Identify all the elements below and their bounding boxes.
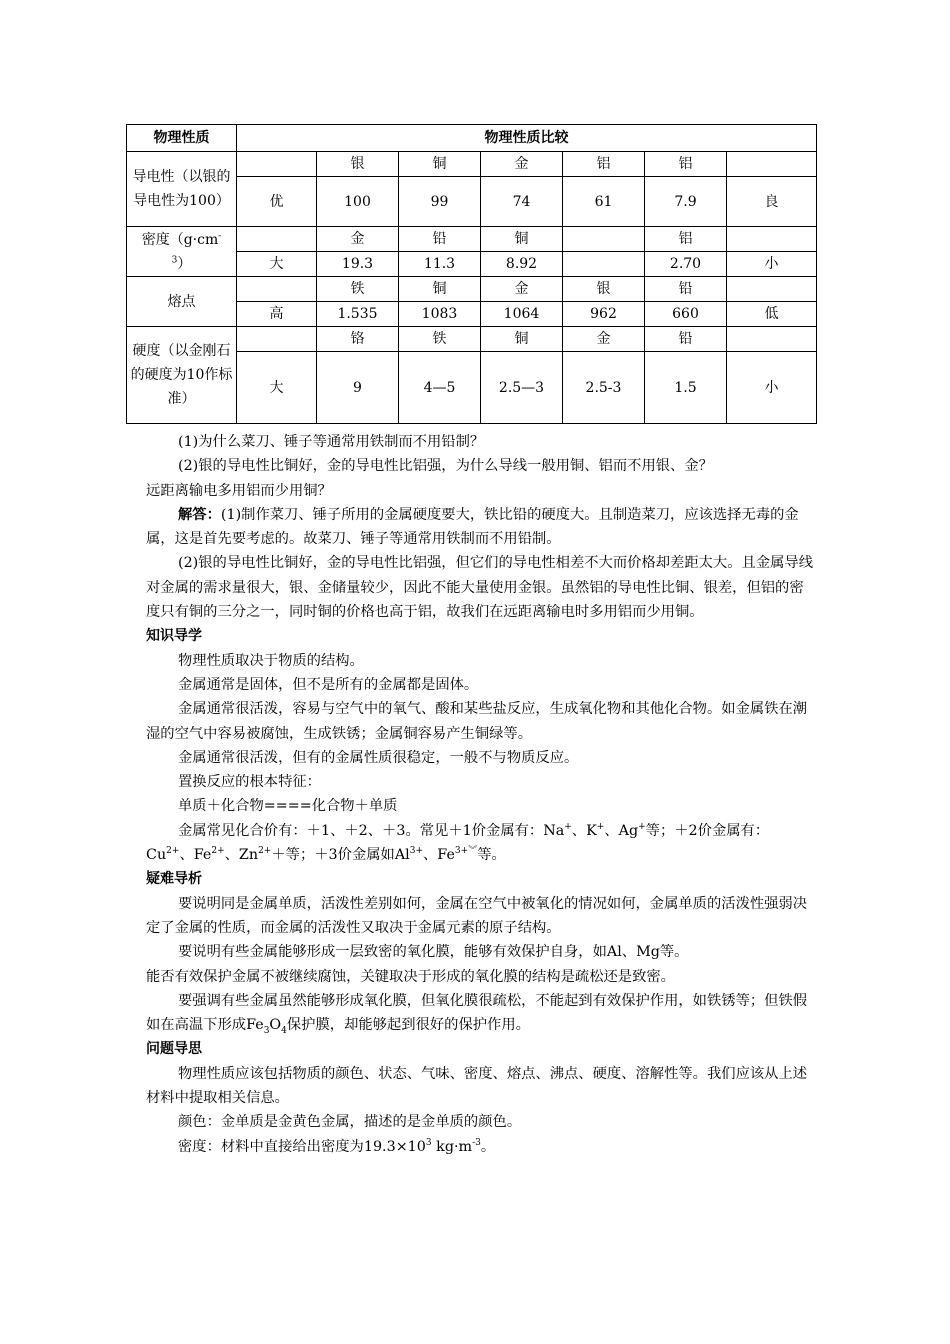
paragraph: 物理性质取决于物质的结构。: [178, 652, 364, 669]
table-header-row: [127, 125, 817, 152]
answer-1: 解答：(1)制作菜刀、锤子所用的金属硬度要大，铁比铅的硬度大。且制造菜刀，应该选择无毒的金属，这是首先要考虑的。故菜刀、锤子等通常用铁制而不用铅制。: [146, 506, 799, 548]
metal-cell: 铬: [317, 327, 399, 352]
high-label: 优: [237, 177, 317, 227]
paragraph: 要说明有些金属能够形成一层致密的氧化膜，能够有效保护自身，如Al、Mg等。: [178, 944, 689, 961]
value-cell: 74: [481, 177, 563, 227]
physical-properties-table: [126, 124, 817, 424]
value-cell: 1.5: [645, 352, 727, 424]
metal-cell: 金: [481, 277, 563, 302]
value-cell: 962: [563, 302, 645, 327]
value-cell: 61: [563, 177, 645, 227]
value-cell: 99: [399, 177, 481, 227]
metal-cell: 铝: [645, 152, 727, 177]
value-cell: 2.5—3: [481, 352, 563, 424]
table-row: [127, 152, 817, 177]
value-cell: 100: [317, 177, 399, 227]
low-label: 小: [727, 252, 817, 277]
question-2: (2)银的导电性比铜好，金的导电性比铝强，为什么导线一般用铜、铝而不用银、金？: [178, 458, 713, 475]
paragraph: 金属通常是固体，但不是所有的金属都是固体。: [178, 676, 479, 693]
metal-cell: 铜: [481, 327, 563, 352]
question-2-cont: 远距离输电多用铝而少用铜？: [146, 482, 332, 499]
metal-cell: 铁: [317, 277, 399, 302]
value-cell: 7.9: [645, 177, 727, 227]
metal-cell: 银: [563, 277, 645, 302]
metal-cell: 铅: [645, 327, 727, 352]
density-label: 密度（g·cm- $^3$）: [127, 227, 237, 277]
answer-2: (2)银的导电性比铜好，金的导电性比铝强，但它们的导电性相差不大而价格却差距太大。且金属导线对金属的需求量很大，银、金储量较少，因此不能大量使用金银。虽然铝的导电性比铜、银差，但铝的密度只有铜的三分之一，同时铜的价格也高于铝，故我们在远距离输电时多用铝而少用铜。: [146, 555, 814, 621]
value-cell: 2.5-3: [563, 352, 645, 424]
value-cell: 11.3: [399, 252, 481, 277]
section-title: 问题导思: [146, 1041, 202, 1058]
value-cell: 19.3: [317, 252, 399, 277]
paragraph: 物理性质应该包括物质的颜色、状态、气味、密度、熔点、沸点、硬度、溶解性等。我们应该从上述材料中提取相关信息。: [146, 1065, 808, 1107]
value-cell: 1064: [481, 302, 563, 327]
value-cell: 2.70: [645, 252, 727, 277]
metal-cell: 铜: [399, 277, 481, 302]
header-comparison: 物理性质比较: [237, 125, 817, 152]
metal-cell: 铝: [645, 227, 727, 252]
metal-cell: 金: [481, 152, 563, 177]
section-title: 疑难导析: [146, 871, 202, 888]
paragraph: 单质＋化合物====化合物＋单质: [178, 798, 398, 815]
value-cell: [563, 252, 645, 277]
value-cell: 9: [317, 352, 399, 424]
low-label: 良: [727, 177, 817, 227]
paragraph: 颜色：金单质是金黄色金属，描述的是金单质的颜色。: [178, 1114, 522, 1131]
paragraph: 金属通常很活泼，容易与空气中的氧气、酸和某些盐反应，生成氧化物和其他化合物。如金属铁在潮湿的空气中容易被腐蚀，生成铁锈；金属铜容易产生铜绿等。: [146, 701, 808, 742]
paragraph: 密度：材料中直接给出密度为$19.3\times 10^3$ $kg\cdot m^{-3}$。: [178, 1137, 496, 1155]
conductivity-label: 导电性（以银的导电性为100）: [127, 152, 237, 227]
header-property: 物理性质: [127, 125, 237, 152]
high-label: 大: [237, 352, 317, 424]
low-label: 小: [727, 352, 817, 424]
metal-cell: 铅: [645, 277, 727, 302]
metal-cell: 银: [317, 152, 399, 177]
table-row: [127, 327, 817, 352]
metal-cell: 铅: [399, 227, 481, 252]
hardness-label: 硬度（以金刚石的硬度为10作标准）: [127, 327, 237, 424]
metal-cell: 金: [563, 327, 645, 352]
paragraph: 要强调有些金属虽然能够形成氧化膜，但氧化膜很疏松，不能起到有效保护作用，如铁锈等；但铁假如在高温下形成$Fe_3O_4$保护膜，却能够起到很好的保护作用。: [146, 992, 808, 1036]
section-title: 知识导学: [146, 628, 202, 645]
low-label: 低: [727, 302, 817, 327]
table-row: [127, 277, 817, 302]
document-body: [146, 430, 816, 1159]
valence-paragraph: 金属常见化合价有：＋1、＋2、＋3。常见＋1价金属有：Na+、K+、Ag+等；＋2价金属有：$Cu^{2+}$、$Fe^{2+}$、$Zn^{2+}+$等；＋3价金属如$Al^{3+}$、$Fe^{3+︾}$等。: [146, 821, 770, 864]
value-cell: 4—5: [399, 352, 481, 424]
paragraph: 置换反应的根本特征：: [178, 774, 321, 791]
value-cell: 1083: [399, 302, 481, 327]
metal-cell: 铜: [481, 227, 563, 252]
high-label: 高: [237, 302, 317, 327]
metal-cell: 铝: [563, 152, 645, 177]
question-1: (1)为什么菜刀、锤子等通常用铁制而不用铅制？: [178, 434, 485, 450]
melting-label: 熔点: [127, 277, 237, 327]
paragraph: 要说明同是金属单质，活泼性差别如何，金属在空气中被氧化的情况如何，金属单质的活泼性强弱决定了金属的性质，而金属的活泼性又取决于金属元素的原子结构。: [146, 895, 808, 936]
paragraph: 能否有效保护金属不被继续腐蚀，关键取决于形成的氧化膜的结构是疏松还是致密。: [146, 968, 675, 985]
metal-cell: 铁: [399, 327, 481, 352]
metal-cell: 铜: [399, 152, 481, 177]
value-cell: 1.535: [317, 302, 399, 327]
high-label: 大: [237, 252, 317, 277]
table-row: [127, 227, 817, 252]
paragraph: 金属通常很活泼，但有的金属性质很稳定，一般不与物质反应。: [178, 749, 579, 766]
metal-cell: 金: [317, 227, 399, 252]
value-cell: 8.92: [481, 252, 563, 277]
metal-cell: [563, 227, 645, 252]
value-cell: 660: [645, 302, 727, 327]
